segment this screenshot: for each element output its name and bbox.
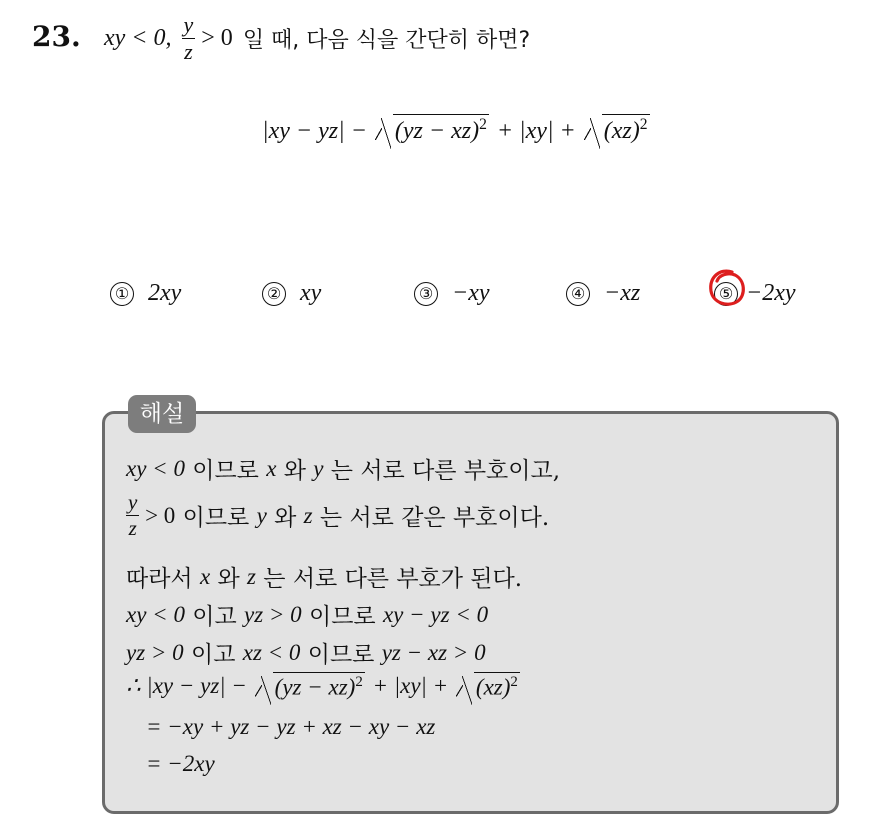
text: 는 서로 다른 부호가 된다. — [255, 566, 523, 592]
exponent-1: 2 — [479, 116, 487, 133]
text: 는 서로 다른 부호이고, — [323, 458, 561, 484]
solution-line-3 — [126, 560, 522, 593]
condition-1: xy < 0, — [104, 25, 172, 51]
math: y — [313, 455, 324, 481]
sqrt-1 — [373, 114, 489, 145]
fraction-denominator: z — [184, 39, 193, 64]
text: 와 — [266, 505, 304, 531]
condition-2: > 0 — [201, 25, 233, 51]
math: + |xy| + — [366, 673, 454, 699]
math: z — [303, 502, 313, 528]
expr-part-2: + |xy| + — [490, 118, 582, 144]
solution-line-8: = −2xy — [146, 751, 215, 776]
condition-fraction — [182, 14, 196, 63]
choice-number: ① — [110, 282, 134, 306]
expr-part-1: |xy − yz| − — [262, 118, 373, 144]
text: 는 서로 같은 부호이다. — [312, 505, 550, 531]
choice-text: xy — [300, 280, 322, 306]
question-text — [104, 14, 530, 63]
solution-fraction — [126, 492, 139, 539]
fraction-denominator: z — [128, 516, 137, 540]
choice-text: −2xy — [746, 280, 796, 306]
math: xy < 0 — [126, 455, 185, 481]
solution-line-2 — [126, 492, 549, 539]
choice-text: −xz — [604, 280, 641, 306]
math: xz < 0 — [242, 639, 301, 665]
choice-number: ⑤ — [714, 282, 738, 306]
choice-4[interactable] — [566, 280, 640, 307]
solution-line-6 — [126, 672, 522, 701]
text: 따라서 — [126, 566, 200, 592]
math: yz > 0 — [244, 601, 302, 627]
text: 이므로 — [184, 458, 267, 484]
sqrt-2 — [454, 672, 520, 701]
math: yz > 0 — [126, 639, 184, 665]
choice-number: ④ — [566, 282, 590, 306]
radicand-2: (xz) — [475, 674, 511, 700]
text: 와 — [276, 458, 314, 484]
solution-line-1 — [126, 452, 560, 485]
question-prompt: 일 때, 다음 식을 간단히 하면? — [242, 28, 531, 53]
choice-text: −xy — [452, 280, 490, 306]
radicand-1: (yz − xz) — [274, 674, 356, 700]
math: z — [247, 563, 256, 589]
choice-3[interactable] — [414, 280, 490, 307]
choice-number: ③ — [414, 282, 438, 306]
math: ∴ |xy − yz| − — [126, 673, 253, 699]
exponent-2: 2 — [639, 116, 648, 133]
solution-line-4 — [126, 598, 488, 631]
text: 이고 — [183, 642, 243, 668]
math: y — [256, 502, 267, 528]
fraction-numerator: y — [183, 12, 194, 37]
answer-mark-icon — [706, 267, 748, 309]
math: xy − yz < 0 — [382, 601, 489, 627]
question-expression — [262, 114, 652, 145]
exponent-1: 2 — [355, 674, 363, 690]
radicand-1: (yz − xz) — [394, 118, 480, 144]
text: 이므로 — [175, 505, 257, 531]
choice-number: ② — [262, 282, 286, 306]
fraction-numerator: y — [128, 490, 138, 514]
text: 와 — [210, 566, 248, 592]
text: 이고 — [184, 604, 244, 630]
text: 이므로 — [301, 604, 383, 630]
sqrt-2 — [582, 114, 650, 145]
math: > 0 — [139, 502, 176, 528]
solution-line-5 — [126, 636, 486, 669]
choice-1[interactable] — [110, 280, 181, 307]
solution-title: 해설 — [128, 395, 196, 433]
sqrt-1 — [253, 672, 365, 701]
math: xy < 0 — [126, 601, 185, 627]
exponent-2: 2 — [510, 674, 518, 690]
choice-text: 2xy — [148, 280, 182, 306]
question-number: 23. — [32, 20, 81, 53]
text: 이므로 — [300, 642, 382, 668]
math: x — [199, 563, 211, 589]
math: yz − xz > 0 — [381, 639, 486, 665]
radicand-2: (xz) — [603, 118, 640, 144]
solution-line-7: = −xy + yz − yz + xz − xy − xz — [146, 714, 436, 739]
math: x — [266, 455, 277, 481]
choice-2[interactable] — [262, 280, 321, 307]
